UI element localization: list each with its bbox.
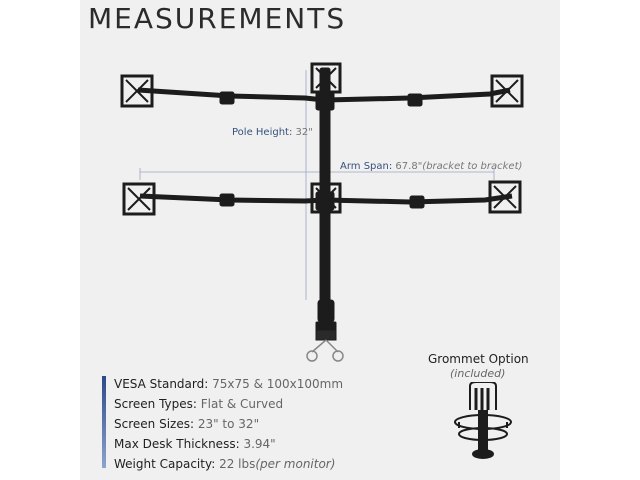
- six-monitor-mount-icon: [80, 0, 560, 370]
- spec-row: VESA Standard: 75x75 & 100x100mm: [114, 377, 344, 391]
- clamp-knob-left: [307, 351, 317, 361]
- pole-base: [318, 300, 334, 322]
- arm-span-note: (bracket to bracket): [422, 161, 523, 172]
- grommet-mount-icon: [440, 382, 530, 472]
- pole-height-key: Pole Height:: [232, 127, 293, 138]
- pole-height-label: [232, 127, 313, 138]
- arm-span-value: 67.8": [395, 161, 423, 172]
- right-margin: [560, 0, 640, 480]
- spec-row: Weight Capacity: 22 lbs(per monitor): [114, 457, 336, 471]
- page-title: MEASUREMENTS: [88, 2, 347, 35]
- arm-span-key: Arm Span:: [340, 161, 393, 172]
- spec-row: Max Desk Thickness: 3.94": [114, 437, 276, 451]
- grommet-title: Grommet Option: [428, 352, 529, 366]
- spec-row: Screen Types: Flat & Curved: [114, 397, 284, 411]
- spec-row: Screen Sizes: 23" to 32": [114, 417, 260, 431]
- specs-list: [102, 374, 343, 474]
- arm-span-label: [340, 161, 522, 172]
- vesa-plate-bottom-left: [124, 184, 154, 214]
- grommet-subtitle: (included): [450, 367, 506, 380]
- clamp-knob-right: [333, 351, 343, 361]
- left-margin: [0, 0, 80, 480]
- pole-height-value: 32": [295, 127, 313, 138]
